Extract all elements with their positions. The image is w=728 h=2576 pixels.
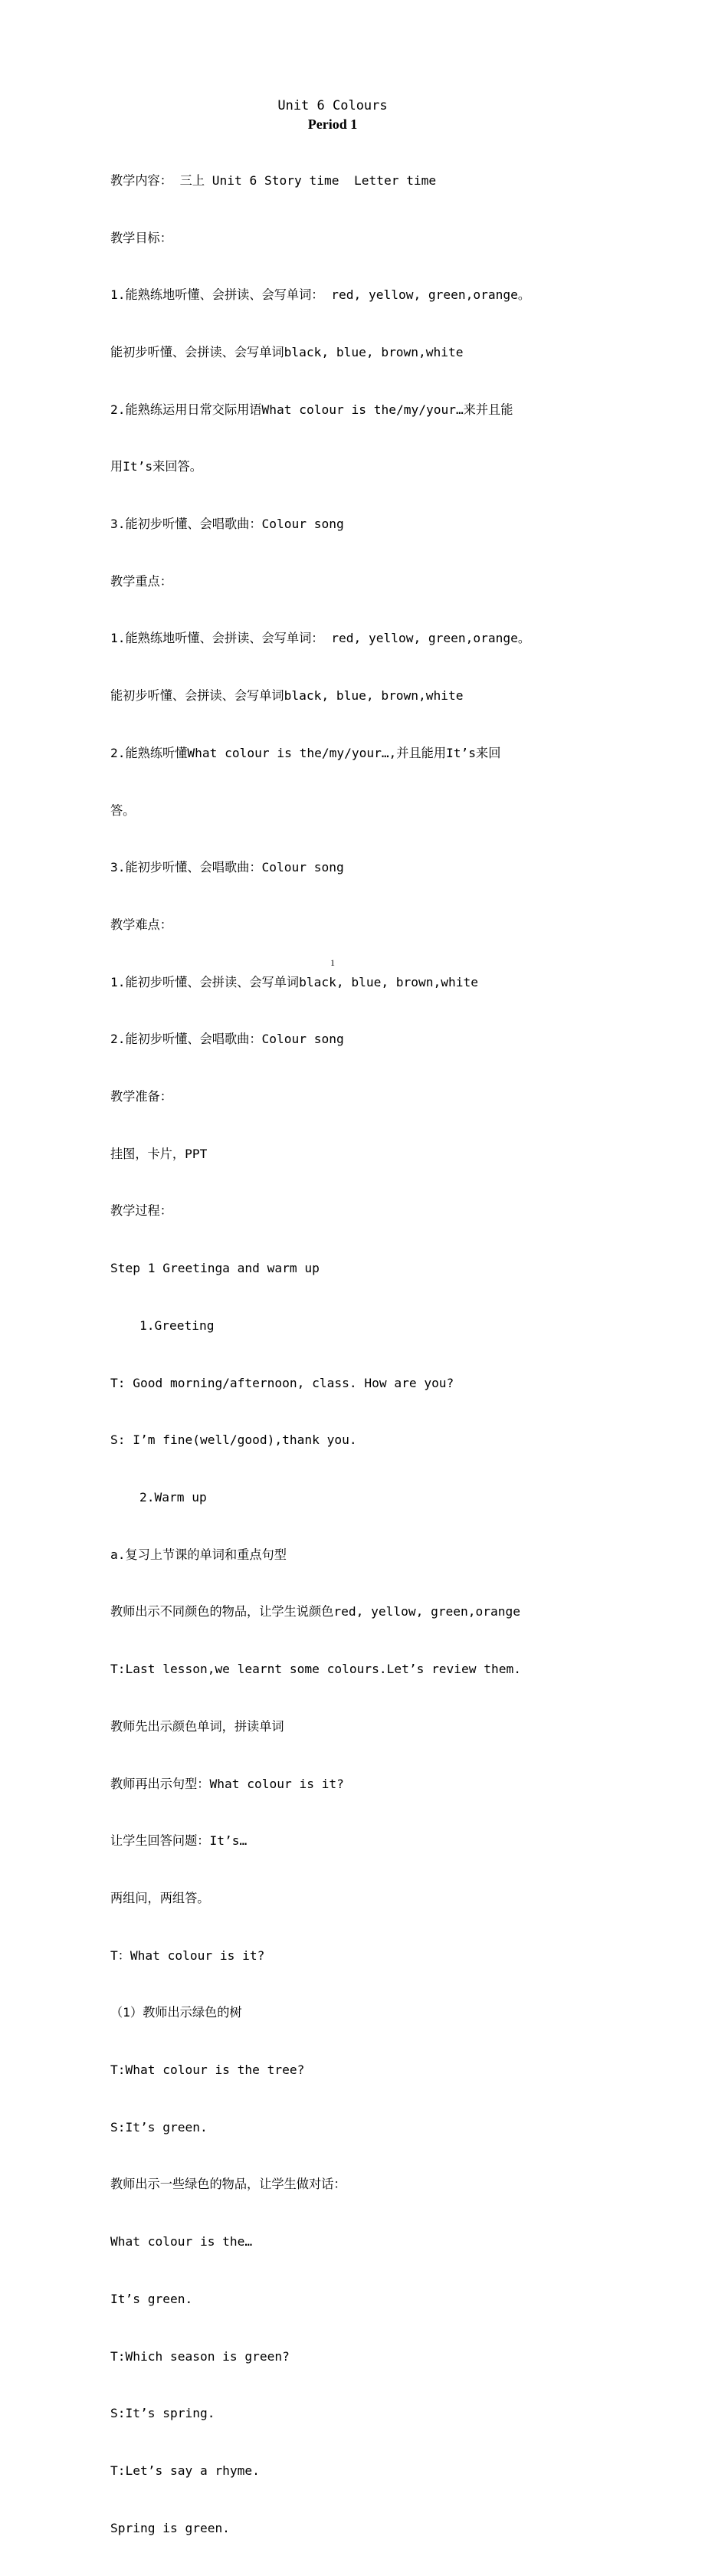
text-line: T:Last lesson,we learnt some colours.Let’s review them. [110,1662,522,1677]
text-line: It’s green. [110,2291,193,2306]
text-line: 挂图，卡片，PPT [110,1146,208,1161]
page-number: 1 [330,957,335,968]
text-line: 让学生回答问题：It’s… [110,1833,248,1849]
text-line: S: I’m fine(well/good),thank you. [110,1432,357,1448]
text-line: 教学过程： [110,1203,172,1219]
text-line: 教师出示一些绿色的物品，让学生做对话： [110,2177,346,2192]
text-line: 2.能熟练运用日常交际用语What colour is the/my/your…来并且能 [110,402,513,417]
text-line: What colour is the… [110,2234,253,2249]
document-title: Unit 6 Colours [277,98,388,113]
text-line: （1）教师出示绿色的树 [110,2005,242,2020]
text-line: 能初步听懂、会拼读、会写单词black, blue, brown,white [110,344,464,359]
text-line: 1.能初步听懂、会拼读、会写单词black, blue, brown,white [110,974,479,989]
text-line: a.复习上节课的单词和重点句型 [110,1547,287,1562]
text-line: 教师再出示句型：What colour is it? [110,1776,344,1791]
text-line: 答。 [110,802,136,818]
text-line: 教学重点： [110,573,172,589]
document-subtitle: Period 1 [307,116,358,132]
text-line: 2.能初步听懂、会唱歌曲：Colour song [110,1032,344,1047]
text-line: 两组问，两组答。 [110,1890,210,1905]
text-line: 3.能初步听懂、会唱歌曲：Colour song [110,860,344,875]
text-line: 教学准备： [110,1089,172,1104]
document-body [110,133,562,2576]
text-line: 1.Greeting [139,1318,215,1333]
text-line: T: Good morning/afternoon, class. How are you? [110,1375,454,1390]
text-line: 2.Warm up [139,1489,207,1505]
text-line: 教学难点： [110,917,172,932]
text-line: T:Which season is green? [110,2348,290,2364]
text-line: T:Let’s say a rhyme. [110,2463,260,2478]
text-line: 3.能初步听懂、会唱歌曲：Colour song [110,517,344,532]
text-line: 教学目标： [110,230,172,245]
text-line: 教师先出示颜色单词，拼读单词 [110,1718,284,1734]
text-line: 用It’s来回答。 [110,459,202,474]
text-line: 1.能熟练地听懂、会拼读、会写单词： red, yellow, green,orange。 [110,287,531,303]
text-line: T:What colour is the tree? [110,2062,305,2078]
text-line: 能初步听懂、会拼读、会写单词black, blue, brown,white [110,688,464,704]
text-line: S:It’s green. [110,2119,208,2135]
text-line: 2.能熟练听懂What colour is the/my/your…,并且能用It’s来回 [110,745,501,760]
text-line: Step 1 Greetinga and warm up [110,1261,320,1276]
text-line: Spring is green. [110,2520,230,2535]
text-line: 1.能熟练地听懂、会拼读、会写单词： red, yellow, green,orange。 [110,631,531,646]
text-line: 教师出示不同颜色的物品，让学生说颜色red, yellow, green,orange [110,1604,521,1619]
text-line: 教学内容： 三上 Unit 6 Story time Letter time [110,172,437,188]
text-line: S:It’s spring. [110,2406,215,2421]
text-line: T：What colour is it? [110,1948,265,1963]
